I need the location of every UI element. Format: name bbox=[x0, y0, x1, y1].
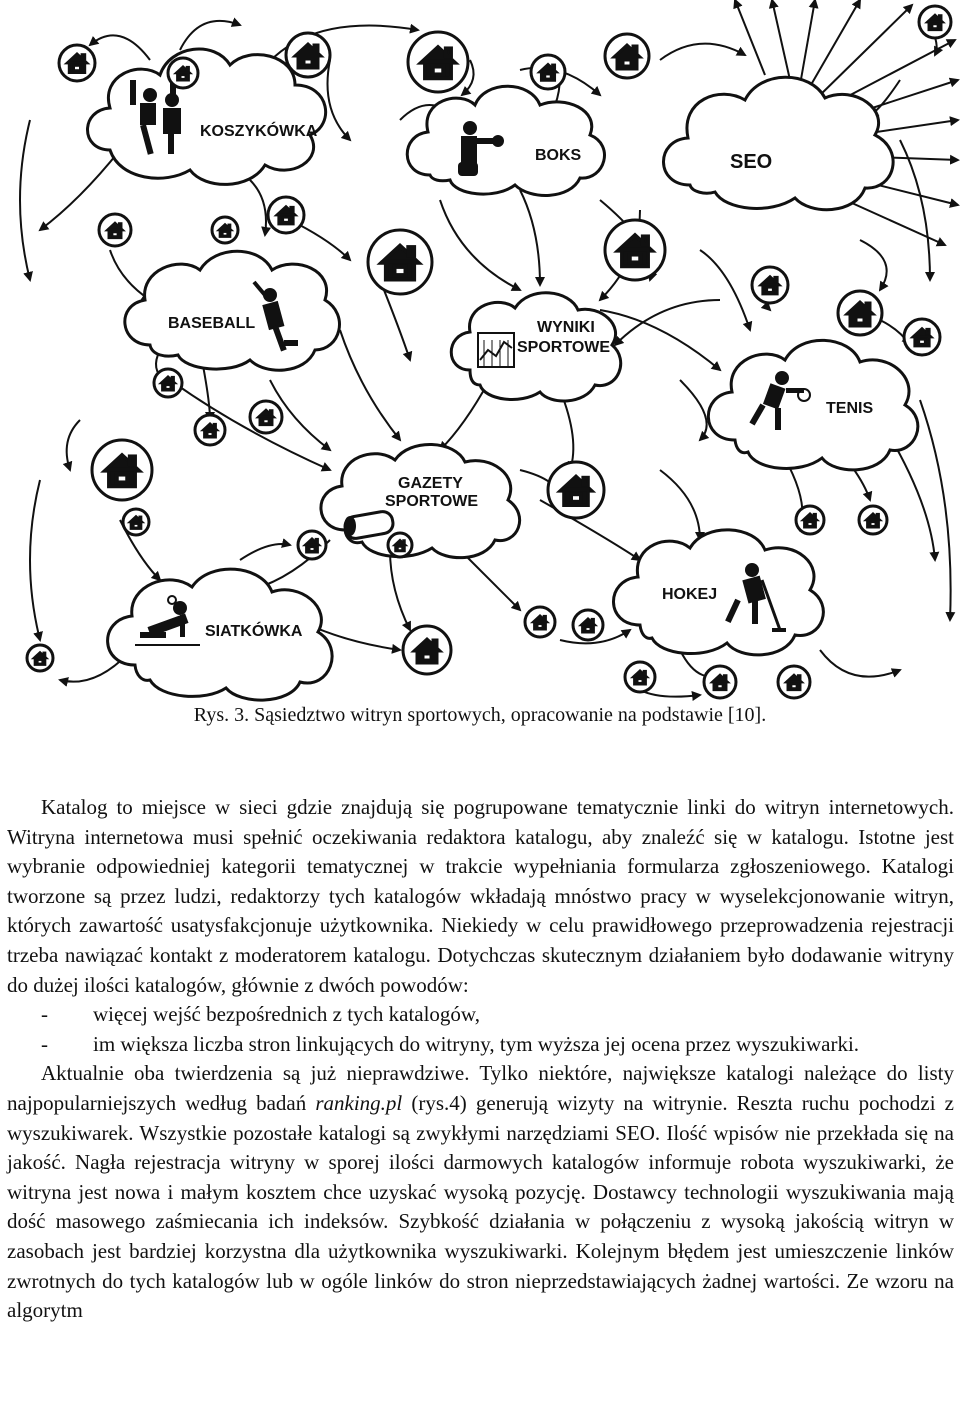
label-volleyball: SIATKÓWKA bbox=[205, 623, 303, 640]
site-icon bbox=[752, 267, 788, 303]
site-icon bbox=[59, 45, 95, 81]
stats-chart-icon bbox=[478, 333, 514, 367]
site-icon bbox=[403, 626, 451, 674]
site-icon bbox=[168, 58, 198, 88]
bullet-text-1: więcej wejść bezpośrednich z tych katalogów, bbox=[93, 1002, 480, 1027]
cloud-seo bbox=[663, 77, 893, 209]
site-icon bbox=[605, 34, 649, 78]
paragraph-2-start: Aktualnie oba twierdzenia są już nieprawdziwe. Tylko niektóre, największe katalogi należące do listy najpopularniejszych według badań bbox=[7, 1061, 954, 1115]
site-icon bbox=[859, 506, 887, 534]
cloud-tennis bbox=[708, 340, 917, 470]
label-basketball: KOSZYKÓWKA bbox=[200, 123, 318, 140]
clouds bbox=[88, 49, 918, 700]
site-icon bbox=[796, 506, 824, 534]
site-icon bbox=[195, 415, 225, 445]
label-papers-line2: SPORTOWE bbox=[385, 493, 479, 510]
site-icon bbox=[625, 662, 655, 692]
site-icon bbox=[838, 291, 882, 335]
site-icon bbox=[778, 666, 810, 698]
bullet-dash: - bbox=[41, 1031, 48, 1056]
paragraph-2 bbox=[7, 1059, 954, 1325]
site-icon bbox=[904, 319, 940, 355]
site-icon bbox=[250, 401, 282, 433]
label-tennis: TENIS bbox=[826, 400, 874, 417]
site-icon bbox=[212, 217, 238, 243]
paragraph-2-rest: (rys.4) generują wizyty na witrynie. Reszta ruchu pochodzi z wyszukiwarek. Wszystkie pozostałe katalogi są zwykłymi narzędziami SEO. Ilość wpisów nie przekłada się na jakość. Nagła rejestracja witryny w sporej ilości darmowych katalogów informuje robota wyszukiwarki, że witryna jest nowa i małym kosztem chce uzyskać wysoką pozycję. Dostawcy technologii wyszukiwania mają dość masowego zaśmiecania ich indeksów. Szybkość działania w połączeniu z wysoką jakością witryn w zasobach jest bardziej korzystna dla użytkownika wyszukiwarki. Kolejnym błędem jest umieszczenie linków zwrotnych do tych katalogów lub w ogóle linków do stron nieprzedstawiających żadnej wartości. Ze wzoru na algorytm bbox=[7, 1090, 954, 1323]
site-icon bbox=[408, 32, 468, 92]
site-icon bbox=[525, 607, 555, 637]
site-icon bbox=[573, 610, 603, 640]
label-baseball: BASEBALL bbox=[168, 315, 256, 332]
site-icon bbox=[27, 645, 53, 671]
figure-caption: Rys. 3. Sąsiedztwo witryn sportowych, opracowanie na podstawie [10]. bbox=[193, 704, 767, 726]
ranking-link-text: ranking.pl bbox=[315, 1090, 403, 1115]
label-results-line1: WYNIKI bbox=[537, 319, 595, 336]
site-icon bbox=[286, 33, 330, 77]
paragraph-1: Katalog to miejsce w sieci gdzie znajdują się pogrupowane tematycznie linki do witryn internetowych. Witryna internetowa musi spełnić oczekiwania redaktora katalogu, aby znaleźć się w katalogu. Istotne jest wybranie odpowiedniej kategorii tematycznej w trakcie wypełniania formularza zgłoszeniowego. Katalogi tworzone są przez ludzi, redaktorzy tych katalogów wkładają mnóstwo pracy w wyselekcjonowanie witryn, których zawartość usatysfakcjonuje użytkownika. Niekiedy w celu prawidłowego przeprowadzenia rejestracji trzeba nawiązać kontakt z moderatorem katalogu. Dotychczas skutecznym działaniem było dodawanie witryny do dużej ilości katalogów, głównie z dwóch powodów: bbox=[7, 795, 954, 997]
label-results-line2: SPORTOWE bbox=[517, 339, 611, 356]
site-icon bbox=[704, 666, 736, 698]
site-icon bbox=[368, 230, 432, 294]
label-papers-line1: GAZETY bbox=[398, 475, 463, 492]
site-icon bbox=[548, 462, 604, 518]
cloud-baseball bbox=[125, 251, 340, 370]
site-icon bbox=[919, 6, 951, 38]
site-icon bbox=[99, 214, 131, 246]
label-hockey: HOKEJ bbox=[662, 586, 718, 603]
site-icon bbox=[154, 369, 182, 397]
site-icon bbox=[531, 55, 565, 89]
cloud-boxing bbox=[407, 86, 604, 195]
list-item bbox=[7, 1000, 954, 1030]
bullet-dash: - bbox=[41, 1002, 48, 1027]
list-item bbox=[7, 1030, 954, 1060]
site-icon bbox=[605, 220, 665, 280]
cloud-hockey bbox=[613, 530, 823, 655]
site-icon bbox=[388, 533, 412, 557]
site-icon bbox=[123, 509, 149, 535]
sports-sites-network-figure bbox=[0, 0, 960, 705]
site-icon bbox=[92, 440, 152, 500]
bullet-text-2: im większa liczba stron linkujących do witryny, tym wyższa jej ocena przez wyszukiwarki. bbox=[93, 1031, 860, 1056]
label-seo: SEO bbox=[730, 151, 773, 173]
site-icon bbox=[298, 531, 326, 559]
label-boxing: BOKS bbox=[535, 147, 582, 164]
body-text bbox=[7, 793, 954, 1326]
site-icon bbox=[268, 197, 304, 233]
